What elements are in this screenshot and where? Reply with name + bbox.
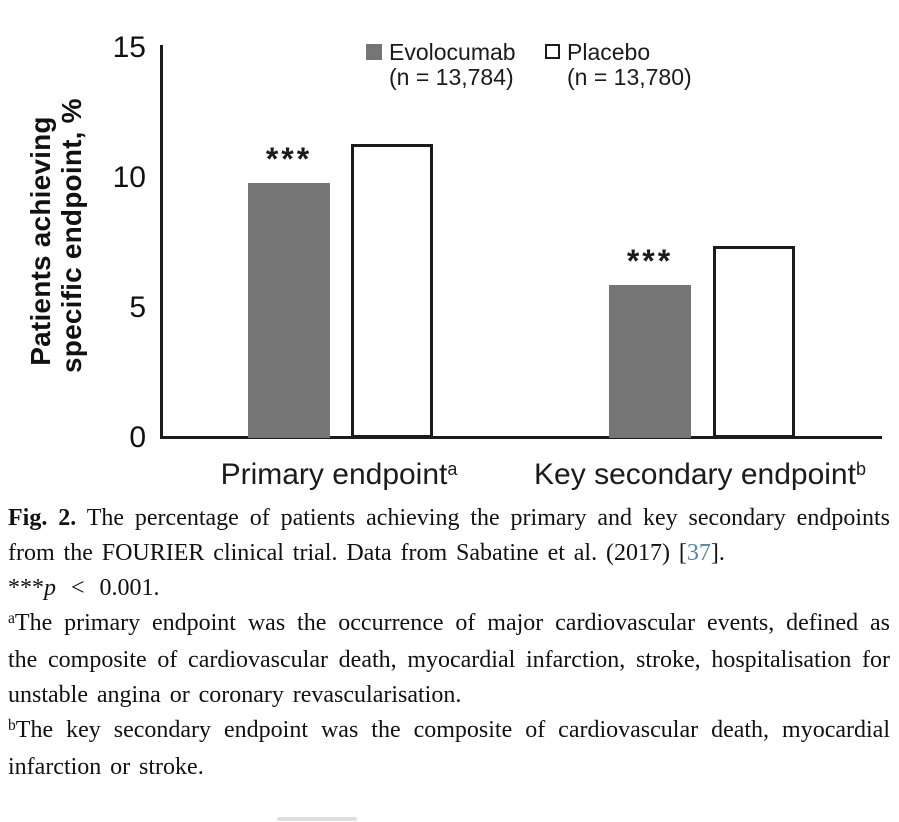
y-tick-label-15: 15	[112, 31, 146, 64]
legend-swatch-evolocumab-icon	[366, 44, 382, 60]
y-axis-title-line2: specific endpoint, %	[56, 98, 87, 373]
legend-label-placebo: Placebo	[567, 39, 651, 65]
legend-item-evolocumab	[366, 40, 516, 90]
x-label-primary-endpoint: Primary endpoint$^a$	[220, 458, 458, 491]
significance-stars: ***	[626, 242, 674, 279]
significance-p-symbol: p	[44, 575, 56, 601]
x-label-primary-superscript: a	[447, 459, 458, 479]
bar-placebo-key-secondary	[713, 246, 795, 438]
significance-value-text: < 0.001.	[56, 575, 160, 601]
legend-n-evolocumab: (n = 13,784)	[389, 64, 514, 90]
footnote-a-text: The primary endpoint was the occurrence of major cardiovascular events, defined as the composite of cardiovascular death, myocardial infarction, stroke, hospitalisation for unstable angina or coronary revascularisation.	[8, 610, 890, 708]
footnote-b-text: The key secondary endpoint was the composite of cardiovascular death, myocardial infarction or stroke.	[8, 717, 890, 780]
figure-caption	[8, 501, 890, 785]
caption-paragraph	[8, 501, 890, 571]
footnote-b-superscript: b	[8, 716, 16, 734]
significance-note	[8, 571, 890, 606]
caption-fig-label: Fig. 2.	[8, 505, 77, 531]
citation-bracket-open: [	[678, 540, 687, 566]
footnote-a	[8, 606, 890, 713]
citation-bracket-close: ].	[710, 540, 725, 566]
citation-link[interactable]: 37	[686, 540, 711, 566]
y-axis-title-line1: Patients achieving	[25, 116, 56, 366]
significance-stars: ***	[265, 141, 313, 178]
bar-evolocumab-key-secondary	[609, 285, 691, 438]
bar-evolocumab-primary	[248, 183, 330, 438]
legend-swatch-placebo-icon	[545, 44, 560, 59]
y-axis-title	[25, 98, 87, 373]
significance-stars-text: ***	[8, 575, 44, 601]
y-axis-line	[160, 45, 163, 439]
cropped-next-line-artifact	[277, 817, 357, 821]
footnote-a-superscript: a	[8, 609, 15, 627]
footnote-b	[8, 713, 890, 785]
bar-placebo-primary	[351, 144, 433, 438]
y-tick-label-10: 10	[112, 161, 146, 194]
legend-n-placebo: (n = 13,780)	[567, 64, 692, 90]
x-label-secondary-superscript: b	[855, 459, 866, 479]
legend-label-evolocumab: Evolocumab	[389, 39, 516, 65]
y-tick-label-5: 5	[129, 291, 146, 324]
caption-body-text: The percentage of patients achieving the primary and key secondary endpoints from the FOURIER clinical trial. Data from Sabatine et al. (2017)	[8, 505, 891, 566]
x-label-key-secondary-endpoint: Key secondary endpoint$^b$	[534, 458, 866, 491]
y-tick-label-0: 0	[129, 421, 146, 454]
legend-item-placebo	[545, 40, 692, 90]
